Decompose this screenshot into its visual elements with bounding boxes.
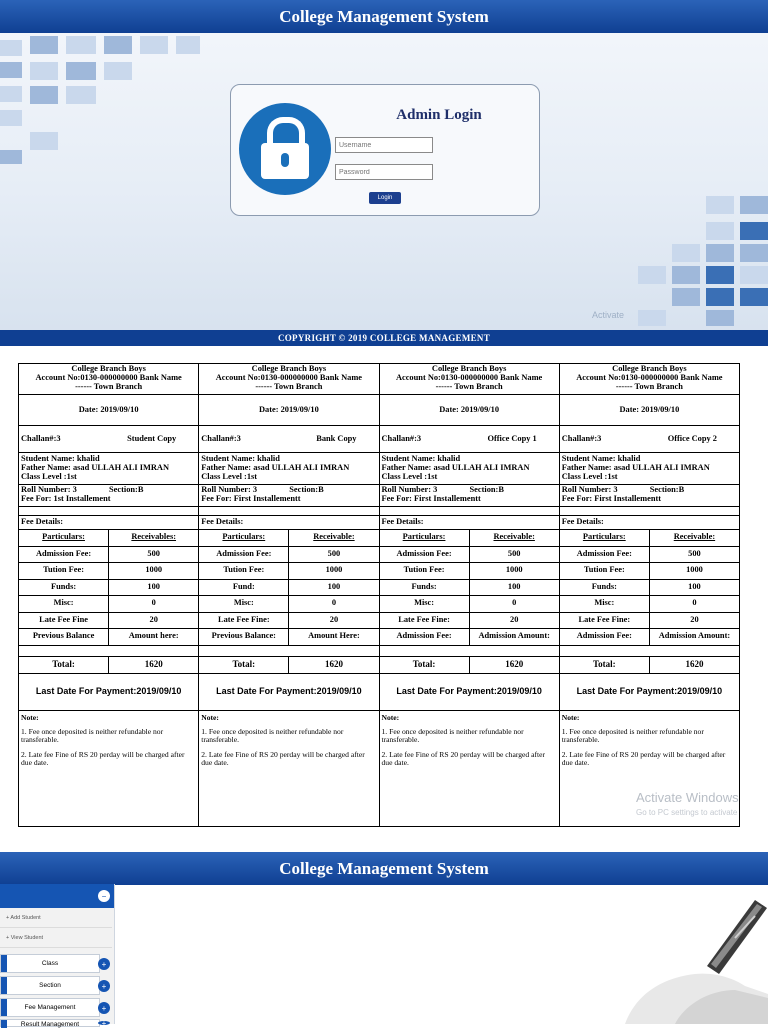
note-title: Note:: [561, 712, 580, 722]
account-number: Account No:0130-000000000 Bank Name: [395, 372, 543, 382]
total-row: [380, 657, 559, 674]
last-date: Last Date For Payment:2019/09/10: [560, 674, 739, 711]
sidebar-item-fee-management[interactable]: [0, 998, 100, 1017]
fee-value: 1000: [325, 565, 343, 575]
fee-for: Fee For: 1st Installement: [21, 493, 111, 503]
fee-row: [19, 613, 198, 630]
challan-number-row: [19, 426, 198, 453]
background-tile: [140, 36, 168, 54]
fee-label: Fund:: [199, 580, 289, 596]
copy-label: Student Copy: [127, 433, 177, 443]
background-tile: [176, 36, 200, 54]
fee-value: 100: [507, 581, 521, 591]
account-number: Account No:0130-000000000 Bank Name: [215, 372, 363, 382]
fee-label: Misc:: [380, 596, 470, 612]
fee-label: Previous Balance: [19, 629, 109, 645]
father-name: Father Name: asad ULLAH ALI IMRAN: [381, 462, 530, 472]
challan-date: Date: 2019/09/10: [19, 395, 198, 426]
total-row: [560, 657, 739, 674]
account-number: Account No:0130-000000000 Bank Name: [35, 372, 182, 382]
sidebar-item-class[interactable]: [0, 954, 100, 973]
challan-copy: [199, 364, 379, 827]
fee-row: [19, 629, 198, 646]
fee-label: Late Fee Fine:: [560, 613, 650, 629]
fee-label: Tution Fee:: [380, 563, 470, 579]
fee-label: Admission Fee:: [380, 547, 470, 563]
sidebar-item-result-management[interactable]: [0, 1019, 100, 1027]
student-info: [380, 453, 559, 485]
fee-row: [380, 629, 559, 646]
lock-icon: [239, 103, 331, 195]
note-title: Note:: [201, 712, 219, 722]
background-tile: [66, 86, 96, 104]
challan-header: [380, 364, 559, 395]
fee-value: 100: [327, 581, 341, 591]
class-level: Class Level :1st: [561, 471, 618, 481]
expand-icon[interactable]: +: [98, 1021, 110, 1025]
note-item: 2. Late fee Fine of RS 20 perday will be charged after due date.: [381, 749, 545, 767]
fee-label: Particulars:: [380, 530, 470, 546]
section: Section:B: [289, 485, 324, 494]
background-tile: [706, 244, 734, 262]
fee-breakdown: [199, 530, 378, 646]
fee-row: [19, 596, 198, 613]
note-item: 1. Fee once deposited is neither refundable nor transferable.: [21, 726, 164, 745]
fee-row: [380, 563, 559, 580]
total-value: 1620: [144, 658, 163, 669]
fee-value: 500: [147, 548, 160, 558]
fee-value: 1000: [145, 565, 163, 575]
total-value: 1620: [324, 658, 343, 669]
background-tile: [740, 266, 768, 284]
roll-number: Roll Number: 3: [201, 485, 258, 494]
fee-breakdown: [380, 530, 559, 646]
fee-row: [199, 530, 378, 547]
expand-icon[interactable]: +: [98, 958, 110, 970]
background-tile: [0, 62, 22, 78]
fee-row: [19, 580, 198, 597]
background-tile: [672, 266, 700, 284]
challan-number: Challan#:3: [561, 433, 602, 443]
roll-info: [560, 485, 739, 507]
student-info: [19, 453, 198, 485]
roll-info: [199, 485, 378, 507]
fee-value: Admission Amount:: [478, 631, 550, 641]
fee-value: 0: [151, 598, 156, 608]
challan-number: Challan#:3: [201, 433, 241, 443]
last-date: Last Date For Payment:2019/09/10: [19, 674, 198, 711]
background-tile: [30, 62, 58, 80]
father-name: Father Name: asad ULLAH ALI IMRAN: [201, 462, 350, 472]
roll-number: Roll Number: 3: [381, 485, 438, 494]
background-tile: [66, 36, 96, 54]
section: Section:B: [469, 485, 504, 494]
background-tile: [706, 310, 734, 326]
fee-value: 20: [510, 614, 519, 624]
fee-row: [380, 580, 559, 597]
fee-value: 100: [688, 581, 701, 591]
background-tile: [638, 310, 666, 326]
fee-label: Funds:: [380, 580, 470, 596]
background-tile: [30, 132, 58, 150]
fee-label: Admission Fee:: [560, 629, 650, 645]
footer: [0, 330, 768, 346]
fee-value: 0: [692, 598, 697, 608]
fee-for: Fee For: First Installementt: [201, 493, 301, 503]
last-date: Last Date For Payment:2019/09/10: [380, 674, 559, 711]
note-item: 2. Late fee Fine of RS 20 perday will be charged after due date.: [201, 749, 365, 767]
branch-name: College Branch Boys: [251, 364, 327, 373]
fee-value: Amount Here:: [308, 631, 360, 641]
fee-value: 20: [329, 614, 339, 624]
fee-row: [560, 580, 739, 597]
background-tile: [30, 36, 58, 54]
fee-label: Late Fee Fine:: [380, 613, 470, 629]
challan-number-row: [199, 426, 378, 453]
copy-label: Office Copy 2: [667, 433, 717, 443]
challan-number: Challan#:3: [381, 433, 422, 443]
activate-watermark: Activate: [592, 310, 625, 320]
hand-with-pen-illustration: [615, 886, 768, 1024]
password-input[interactable]: [335, 164, 433, 180]
fee-row: [199, 580, 378, 597]
student-name: Student Name: khalid: [21, 454, 100, 463]
branch-name: College Branch Boys: [612, 364, 687, 373]
background-tile: [66, 62, 96, 80]
background-tile: [104, 62, 132, 80]
sidebar-subitem-view-student[interactable]: + View Student: [0, 928, 112, 948]
background-tile: [740, 196, 768, 214]
background-tile: [706, 222, 734, 240]
expand-icon[interactable]: +: [98, 1002, 110, 1014]
sidebar-item-label: Result Management: [20, 1021, 80, 1028]
total-row: [199, 657, 378, 674]
fee-breakdown: [19, 530, 198, 646]
fee-row: [560, 629, 739, 646]
challan-date: Date: 2019/09/10: [560, 395, 739, 426]
challan-copy: [559, 364, 739, 827]
fee-row: [380, 530, 559, 547]
class-level: Class Level :1st: [381, 471, 438, 481]
fee-label: Admission Fee:: [199, 547, 289, 563]
fee-row: [560, 563, 739, 580]
fee-value: 500: [327, 548, 341, 558]
fee-row: [199, 613, 378, 630]
sidebar-item-label: Class: [41, 960, 59, 967]
fee-details-label: Fee Details:: [560, 516, 739, 530]
total-label: Total:: [199, 657, 289, 673]
fee-row: [199, 563, 378, 580]
notes: [380, 711, 559, 768]
activate-windows-watermark: Activate Windows: [636, 790, 739, 805]
challan-header: [560, 364, 739, 395]
app-title: College Management System: [279, 858, 489, 878]
fee-row: [19, 547, 198, 564]
fee-row: [380, 547, 559, 564]
father-name: Father Name: asad ULLAH ALI IMRAN: [21, 462, 170, 472]
roll-number: Roll Number: 3: [21, 485, 77, 494]
expand-icon[interactable]: +: [98, 980, 110, 992]
fee-value: Amount here:: [128, 631, 179, 641]
background-tile: [706, 266, 734, 284]
fee-label: Late Fee Fine:: [199, 613, 289, 629]
fee-label: Particulars:: [19, 530, 109, 546]
fee-label: Particulars:: [199, 530, 289, 546]
branch-name: College Branch Boys: [71, 364, 146, 373]
challan-header: [199, 364, 378, 395]
fee-row: [560, 530, 739, 547]
fee-value: Receivable:: [313, 532, 355, 542]
copyright-text: COPYRIGHT © 2019 COLLEGE MANAGEMENT: [277, 333, 491, 343]
fee-value: 0: [331, 598, 337, 608]
town-branch: ------ Town Branch: [75, 381, 143, 391]
note-title: Note:: [381, 712, 400, 722]
copy-label: Bank Copy: [316, 433, 357, 443]
fee-value: 500: [688, 548, 701, 558]
fee-label: Funds:: [560, 580, 650, 596]
fee-label: Tution Fee:: [560, 563, 650, 579]
fee-for: Fee For: First Installementt: [561, 493, 662, 503]
challan-date: Date: 2019/09/10: [380, 395, 559, 426]
fee-value: 1000: [686, 565, 703, 575]
fee-breakdown: [560, 530, 739, 646]
notes: [560, 711, 739, 768]
background-tile: [740, 244, 768, 262]
challan-number-row: [380, 426, 559, 453]
sidebar-item-label: Fee Management: [24, 1004, 76, 1011]
fee-value: Receivable:: [493, 532, 535, 542]
last-date: Last Date For Payment:2019/09/10: [199, 674, 378, 711]
fee-row: [199, 596, 378, 613]
fee-label: Particulars:: [560, 530, 650, 546]
login-button[interactable]: Login: [369, 192, 401, 204]
total-value: 1620: [685, 658, 704, 669]
app-header: [0, 0, 768, 33]
login-title: Admin Login: [396, 107, 482, 123]
student-info: [560, 453, 739, 485]
class-level: Class Level :1st: [201, 471, 258, 481]
collapse-icon[interactable]: −: [98, 890, 110, 902]
fee-label: Late Fee Fine: [19, 613, 109, 629]
fee-row: [560, 613, 739, 630]
total-label: Total:: [19, 657, 109, 673]
app-title: College Management System: [279, 6, 489, 26]
note-title: Note:: [21, 712, 39, 722]
fee-label: Funds:: [19, 580, 109, 596]
fee-value: Receivable:: [673, 532, 716, 542]
fee-value: 20: [690, 614, 699, 624]
fee-value: 20: [149, 614, 158, 624]
sidebar: [0, 884, 115, 1028]
background-tile: [104, 36, 132, 54]
challan-number: Challan#:3: [21, 433, 61, 443]
fee-value: Receivables:: [131, 532, 177, 542]
fee-challan-screen: [0, 346, 768, 832]
town-branch: ------ Town Branch: [435, 381, 503, 391]
note-item: 1. Fee once deposited is neither refundable nor transferable.: [201, 726, 344, 745]
dashboard-screen: [0, 846, 768, 1028]
fee-row: [560, 596, 739, 613]
fee-row: [560, 547, 739, 564]
sidebar-subitem-add-student[interactable]: + Add Student: [0, 908, 112, 928]
fee-label: Admission Fee:: [380, 629, 470, 645]
town-branch: ------ Town Branch: [615, 381, 683, 391]
challan-header: [19, 364, 198, 395]
student-name: Student Name: khalid: [561, 454, 641, 463]
background-tile: [0, 150, 22, 164]
notes: [19, 711, 198, 768]
challan-copy: [19, 364, 199, 827]
total-label: Total:: [560, 657, 650, 673]
copy-label: Office Copy 1: [487, 433, 537, 443]
background-tile: [638, 266, 666, 284]
background-tile: [0, 40, 22, 56]
total-row: [19, 657, 198, 674]
background-tile: [740, 222, 768, 240]
background-tile: [706, 288, 734, 306]
challan-date: Date: 2019/09/10: [199, 395, 378, 426]
background-tile: [0, 86, 22, 102]
app-header: [0, 852, 768, 885]
total-value: 1620: [505, 658, 524, 669]
fee-label: Tution Fee:: [19, 563, 109, 579]
fee-row: [19, 563, 198, 580]
note-item: 1. Fee once deposited is neither refundable nor transferable.: [381, 726, 524, 745]
fee-details-label: Fee Details:: [199, 516, 378, 530]
activate-windows-hint: Go to PC settings to activate: [636, 808, 738, 817]
fee-label: Misc:: [199, 596, 289, 612]
background-tile: [672, 244, 700, 262]
student-name: Student Name: khalid: [381, 454, 461, 463]
background-tile: [30, 86, 58, 104]
username-input[interactable]: [335, 137, 433, 153]
roll-number: Roll Number: 3: [561, 485, 618, 494]
fee-row: [199, 547, 378, 564]
sidebar-item-label: Section: [39, 982, 61, 989]
notes: [199, 711, 378, 768]
fee-value: 1000: [505, 565, 523, 575]
class-level: Class Level :1st: [21, 471, 77, 481]
login-form: [230, 84, 540, 216]
fee-details-label: Fee Details:: [19, 516, 198, 530]
fee-row: [380, 613, 559, 630]
fee-row: [199, 629, 378, 646]
background-tile: [740, 288, 768, 306]
student-info: [199, 453, 378, 485]
branch-name: College Branch Boys: [431, 364, 507, 373]
fee-label: Previous Balance:: [199, 629, 289, 645]
fee-row: [19, 530, 198, 547]
fee-challan-table: [18, 363, 740, 827]
fee-value: 100: [147, 581, 160, 591]
login-screen: [0, 0, 768, 346]
background-tile: [0, 110, 22, 126]
fee-label: Admission Fee:: [19, 547, 109, 563]
father-name: Father Name: asad ULLAH ALI IMRAN: [561, 462, 710, 472]
fee-label: Misc:: [560, 596, 650, 612]
fee-label: Misc:: [19, 596, 109, 612]
challan-copy: [379, 364, 559, 827]
background-tile: [706, 196, 734, 214]
total-label: Total:: [380, 657, 470, 673]
section: Section:B: [649, 485, 685, 494]
fee-label: Admission Fee:: [560, 547, 650, 563]
section: Section:B: [109, 485, 144, 494]
note-item: 2. Late fee Fine of RS 20 perday will be charged after due date.: [21, 749, 185, 767]
background-tile: [672, 288, 700, 306]
fee-value: 500: [507, 548, 521, 558]
account-number: Account No:0130-000000000 Bank Name: [576, 372, 723, 382]
sidebar-item-section[interactable]: [0, 976, 100, 995]
fee-label: Tution Fee:: [199, 563, 289, 579]
note-item: 1. Fee once deposited is neither refundable nor transferable.: [561, 726, 704, 745]
sidebar-menu-header[interactable]: [0, 884, 114, 908]
note-item: 2. Late fee Fine of RS 20 perday will be charged after due date.: [561, 749, 726, 767]
roll-info: [19, 485, 198, 507]
fee-row: [380, 596, 559, 613]
town-branch: ------ Town Branch: [255, 381, 323, 391]
student-name: Student Name: khalid: [201, 454, 280, 463]
fee-for: Fee For: First Installementt: [381, 493, 481, 503]
challan-number-row: [560, 426, 739, 453]
fee-value: 0: [512, 598, 517, 608]
fee-value: Admission Amount:: [658, 631, 731, 641]
roll-info: [380, 485, 559, 507]
fee-details-label: Fee Details:: [380, 516, 559, 530]
